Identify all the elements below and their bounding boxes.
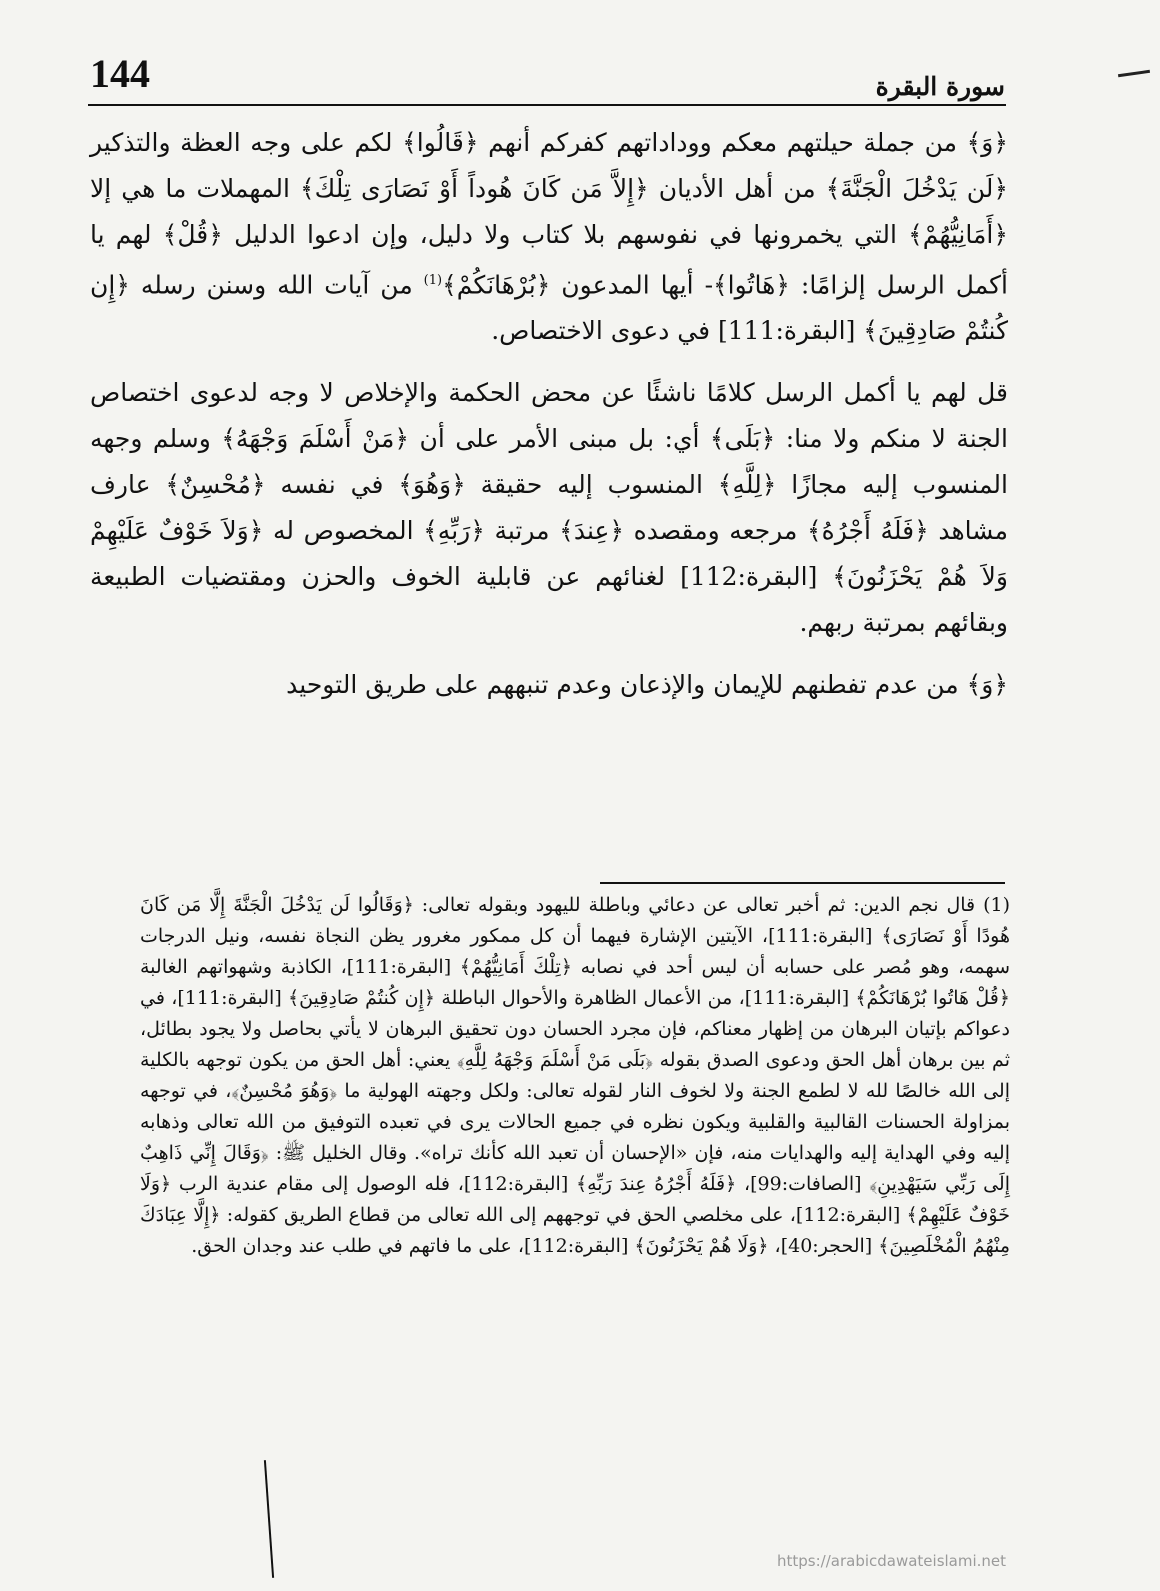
paragraph-1-tail: من آيات الله وسنن رسله ﴿إِن كُنتُمْ صَادِقِينَ﴾ [البقرة:111] في دعوى الاختصاص. xyxy=(90,270,1008,346)
page-number: 144 xyxy=(90,51,150,96)
footnote-reference: (1) xyxy=(423,273,443,288)
corner-mark xyxy=(1118,70,1150,77)
paragraph-3: ﴿وَ﴾ من عدم تفطنهم للإيمان والإذعان وعدم تنبههم على طريق التوحيد xyxy=(286,670,1008,700)
paragraph-1 xyxy=(90,120,1008,354)
footnotes xyxy=(140,890,1010,1262)
footnote-rule xyxy=(600,882,1005,884)
footnote-1 xyxy=(140,890,1010,1262)
page-header xyxy=(90,50,1005,108)
surah-title: سورة البقرة xyxy=(875,72,1005,101)
paragraph-1-text: ﴿وَ﴾ من جملة حيلتهم معكم ووداداتهم كفركم أنهم ﴿قَالُوا﴾ لكم على وجه العظة والتذكير ﴿لَن يَدْخُلَ الْجَنَّةَ﴾ من أهل الأديان ﴿إِلاَّ مَن كَانَ هُوداً أَوْ نَصَارَى تِلْكَ﴾ المهملات ما هي إلا ﴿أَمَانِيُّهُمْ﴾ التي يخمرونها في نفوسهم بلا كتاب ولا دليل، وإن ادعوا الدليل ﴿قُلْ﴾ لهم يا أكمل الرسل إلزامًا: ﴿هَاتُوا﴾- أيها المدعون ﴿بُرْهَانَكُمْ﴾ xyxy=(90,128,1008,300)
main-text xyxy=(90,120,1008,724)
footnote-text: قال نجم الدين: ثم أخبر تعالى عن دعائي وباطلة لليهود وبقوله تعالى: ﴿وَقَالُوا لَن يَدْخُلَ الْجَنَّةَ إِلَّا مَن كَانَ هُودًا أَوْ نَصَارَى﴾ [البقرة:111]، الآيتين الإشارة فيهما أن كل ممكور مغرور يظن النجاة نفسه، ونيل الدرجات سهمه، وهو مُصر على حسابه أن ليس أحد في نصابه ﴿تِلْكَ أَمَانِيُّهُمْ﴾ [البقرة:111]، الكاذبة وشهواتهم الغالبة ﴿قُلْ هَاتُوا بُرْهَانَكُمْ﴾ [البقرة:111]، من الأعمال الظاهرة والأحوال الباطلة ﴿إِن كُنتُمْ صَادِقِينَ﴾ [البقرة:111]، في دعواكم بإتيان البرهان من إظهار معناكم، فإن مجرد الحسان دون تحقيق البرهان لا يأتي بحاصل ولا يجود بطائل، ثم بين برهان أهل الحق ودعوى الصدق بقوله ﴿بَلَى مَنْ أَسْلَمَ وَجْهَهُ لِلَّهِ﴾ يعني: أهل الحق من يكون توجهه بالكلية إلى الله خالصًا لله لا لطمع الجنة ولا لخوف النار لقوله تعالى: ولكل وجهته الهولية ما ﴿وَهُوَ مُحْسِنٌ﴾، في توجهه بمزاولة الحسنات القالبية والقلبية ويكون نظره في جميع الحالات يرى في تعبده التوفيق من الله تعالى وذهابه إليه وفي الهداية إليه والهدايات منه، فإن «الإحسان أن تعبد الله كأنك تراه». وقال الخليل ﷺ: ﴿وَقَالَ إِنِّي ذَاهِبٌ إِلَى رَبِّي سَيَهْدِينِ﴾ [الصافات:99]، ﴿فَلَهُ أَجْرُهُ عِندَ رَبِّهِ﴾ [البقرة:112]، فله الوصول إلى مقام عندية الرب ﴿وَلَا خَوْفٌ عَلَيْهِمْ﴾ [البقرة:112]، على مخلصي الحق في توجههم إلى الله تعالى من قطاع الطريق كقوله: ﴿إِلَّا عِبَادَكَ مِنْهُمُ الْمُخْلَصِينَ﴾ [الحجر:40]، ﴿وَلَا هُمْ يَحْزَنُونَ﴾ [البقرة:112]، على ما فاتهم في طلب عند وجدان الحق. xyxy=(140,894,1011,1257)
footnote-number: (1) xyxy=(983,894,1010,916)
header-rule xyxy=(88,104,1006,106)
paragraph-2: قل لهم يا أكمل الرسل كلامًا ناشئًا عن محض الحكمة والإخلاص لا وجه لدعوى اختصاص الجنة لا منكم ولا منا: ﴿بَلَى﴾ أي: بل مبنى الأمر على أن ﴿مَنْ أَسْلَمَ وَجْهَهُ﴾ وسلم وجهه المنسوب إليه مجازًا ﴿لِلَّهِ﴾ المنسوب إليه حقيقة ﴿وَهُوَ﴾ في نفسه ﴿مُحْسِنٌ﴾ عارف مشاهد ﴿فَلَهُ أَجْرُهُ﴾ مرجعه ومقصده ﴿عِندَ﴾ مرتبة ﴿رَبِّهِ﴾ المخصوص له ﴿وَلاَ خَوْفٌ عَلَيْهِمْ وَلاَ هُمْ يَحْزَنُونَ﴾ [البقرة:112] لغنائهم عن قابلية الخوف والحزن ومقتضيات الطبيعة وبقائهم بمرتبة ربهم. xyxy=(90,378,1008,638)
margin-pen-mark xyxy=(264,1460,274,1578)
watermark-url: https://arabicdawateislami.net xyxy=(777,1552,1007,1570)
